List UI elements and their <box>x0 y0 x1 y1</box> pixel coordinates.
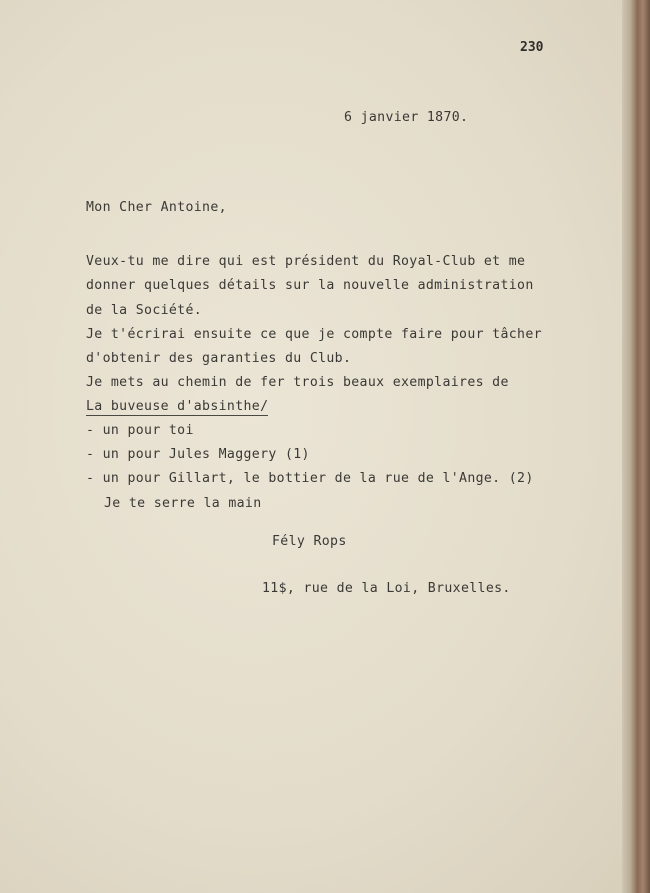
salutation: Mon Cher Antoine, <box>86 200 227 215</box>
letter-date: 6 janvier 1870. <box>344 110 469 125</box>
signature: Fély Rops <box>272 534 347 549</box>
body-line: de la Société. <box>86 303 203 318</box>
body-line: d'obtenir des garanties du Club. <box>86 351 352 366</box>
list-item: - un pour toi <box>86 423 194 438</box>
page-number: 230 <box>520 40 544 55</box>
list-item: - un pour Gillart, le bottier de la rue de l'Ange. (2) <box>86 471 534 486</box>
book-binding-edge <box>622 0 650 893</box>
list-item: - un pour Jules Maggery (1) <box>86 447 310 462</box>
body-line: Je mets au chemin de fer trois beaux exemplaires de <box>86 375 509 390</box>
body-line: Je t'écrirai ensuite ce que je compte faire pour tâcher <box>86 327 542 342</box>
book-title: La buveuse d'absinthe/ <box>86 399 269 414</box>
closing: Je te serre la main <box>104 496 262 511</box>
body-line: donner quelques détails sur la nouvelle administration <box>86 278 534 293</box>
body-line: Veux-tu me dire qui est président du Royal-Club et me <box>86 254 526 269</box>
address: 11$, rue de la Loi, Bruxelles. <box>262 581 511 596</box>
